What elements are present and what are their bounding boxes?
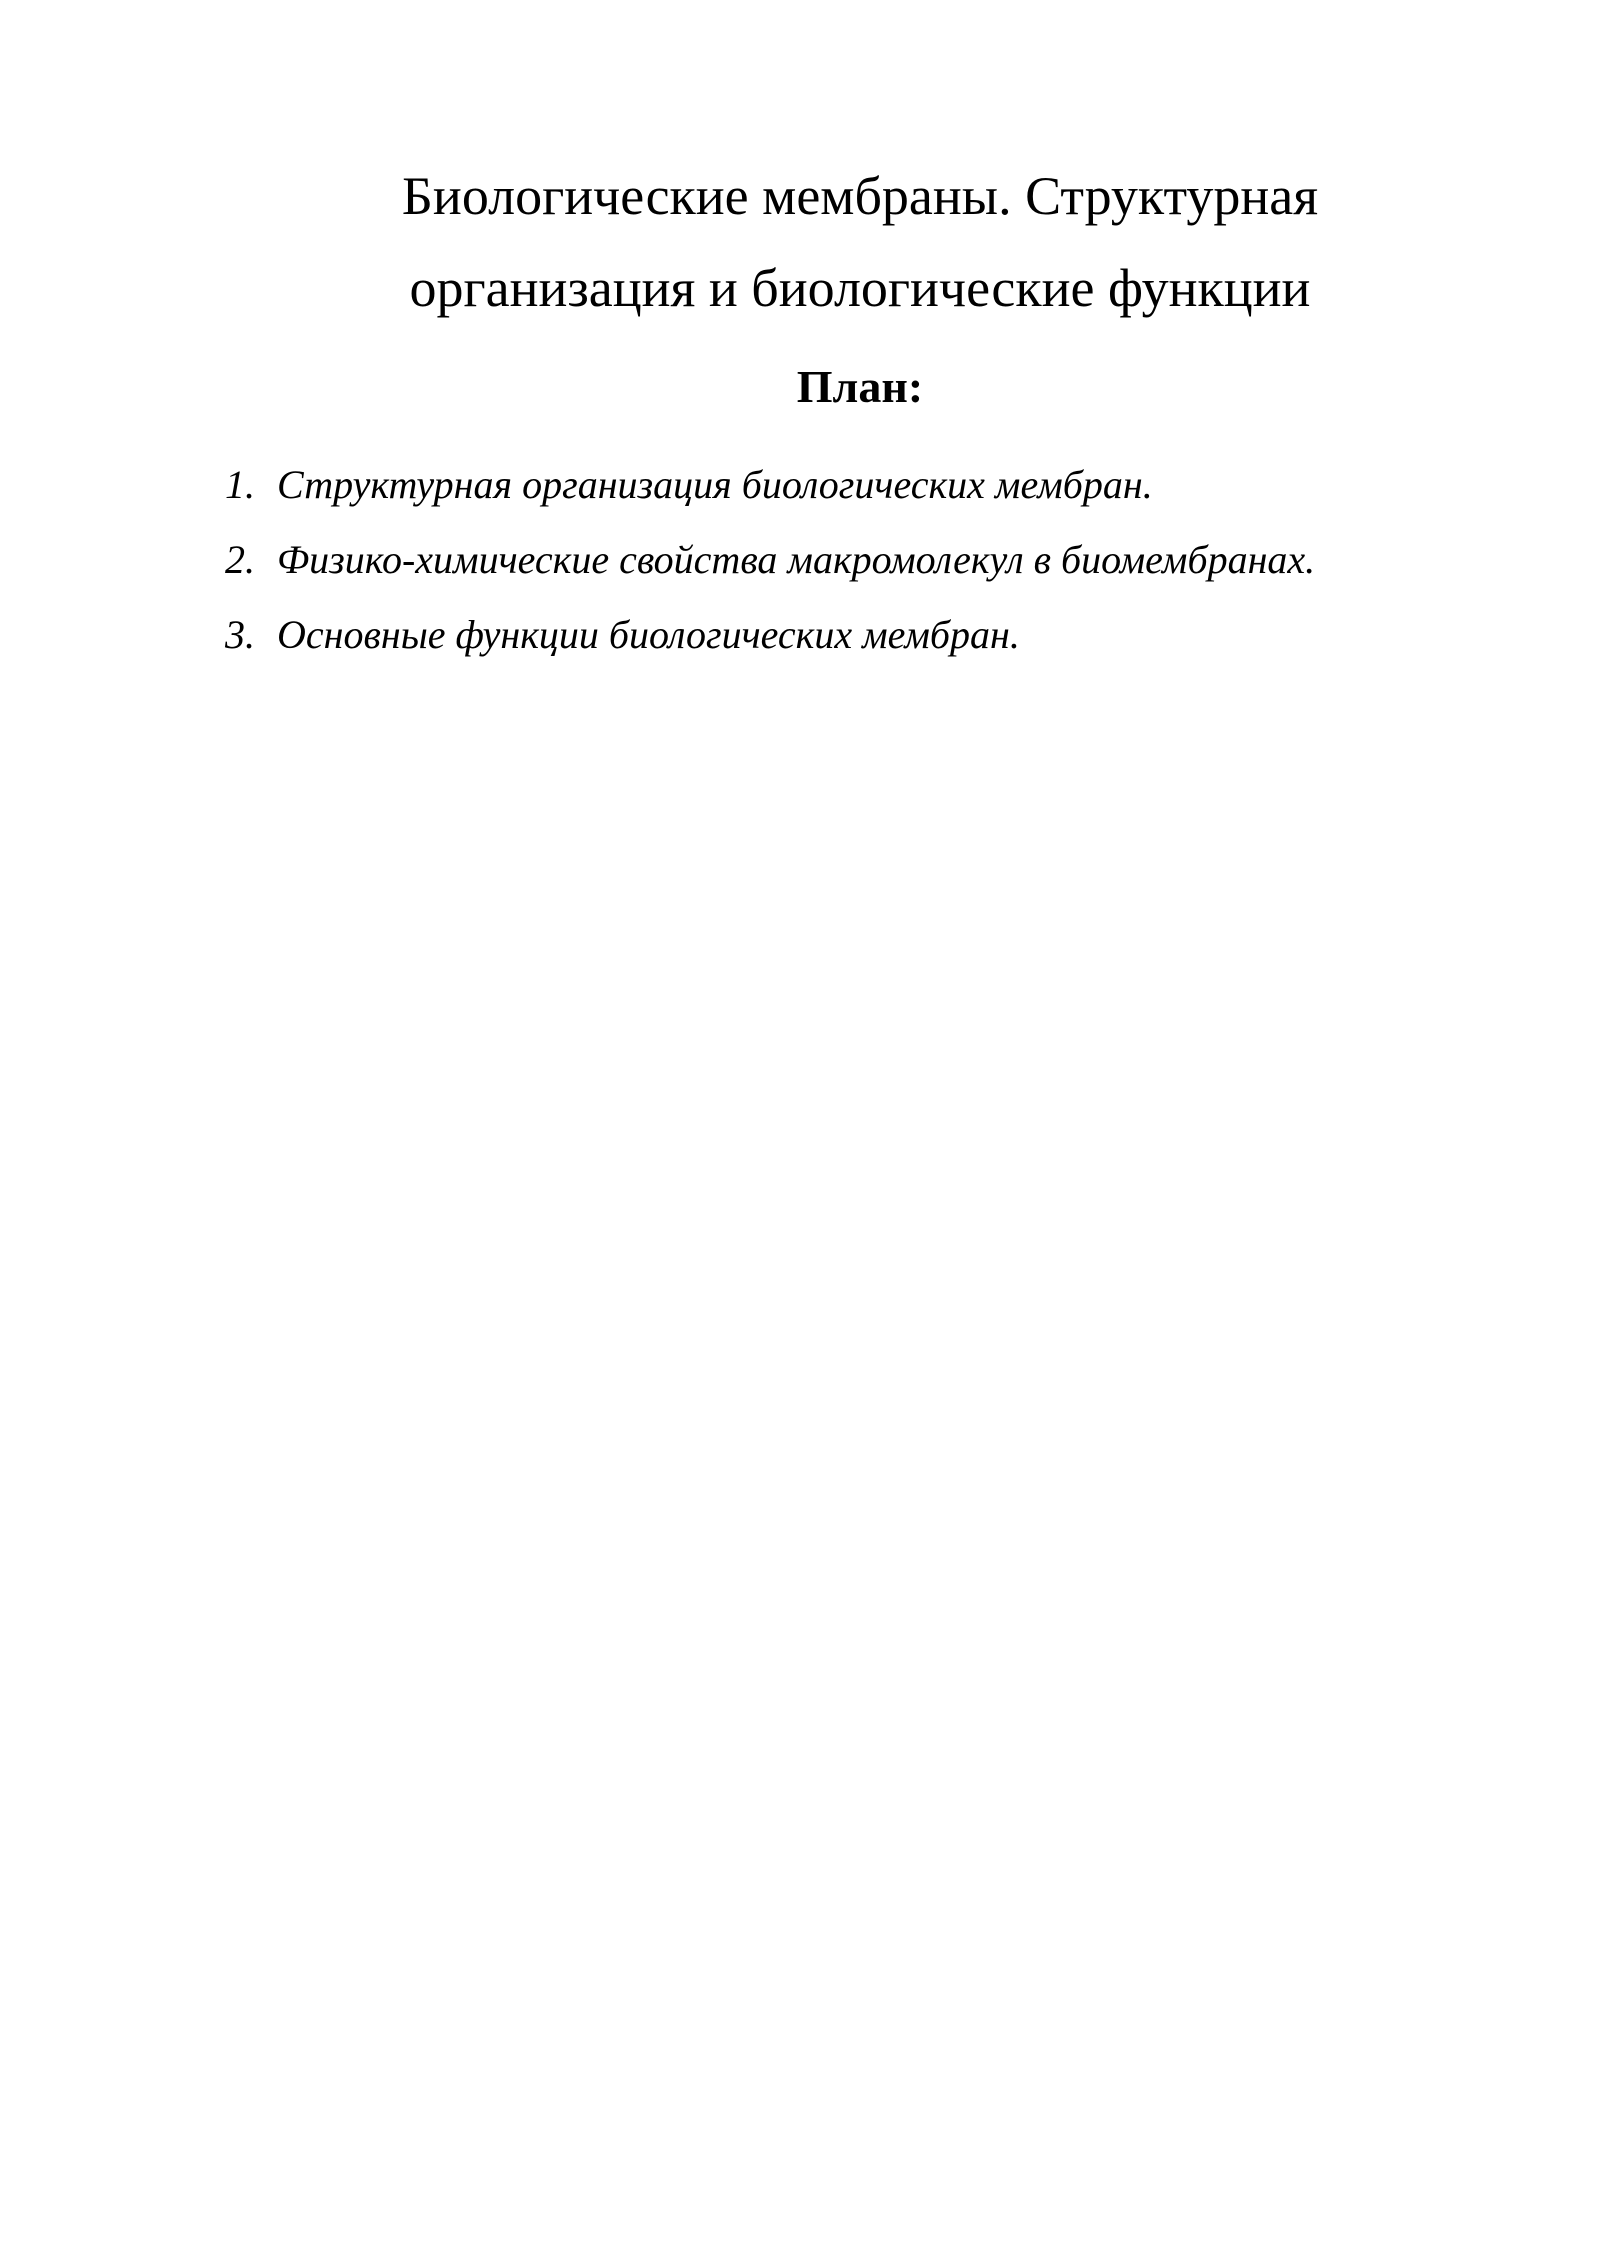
- title-line-2: организация и биологические функции: [409, 258, 1311, 318]
- plan-item-number: 3.: [225, 612, 255, 657]
- document-title: [260, 150, 1460, 334]
- plan-item-3: [225, 610, 1525, 685]
- plan-item-1: [225, 460, 1525, 535]
- plan-item-text: Основные функции биологических мембран.: [277, 612, 1020, 657]
- plan-list: [225, 460, 1525, 685]
- title-line-1: Биологические мембраны. Структурная: [401, 166, 1319, 226]
- plan-heading: План:: [796, 361, 924, 412]
- plan-item-2: [225, 535, 1525, 610]
- plan-item-number: 1.: [225, 462, 255, 507]
- plan-item-text: Физико-химические свойства макромолекул в биомембранах.: [277, 537, 1316, 582]
- plan-item-number: 2.: [225, 537, 255, 582]
- plan-item-text: Структурная организация биологических мембран.: [277, 462, 1153, 507]
